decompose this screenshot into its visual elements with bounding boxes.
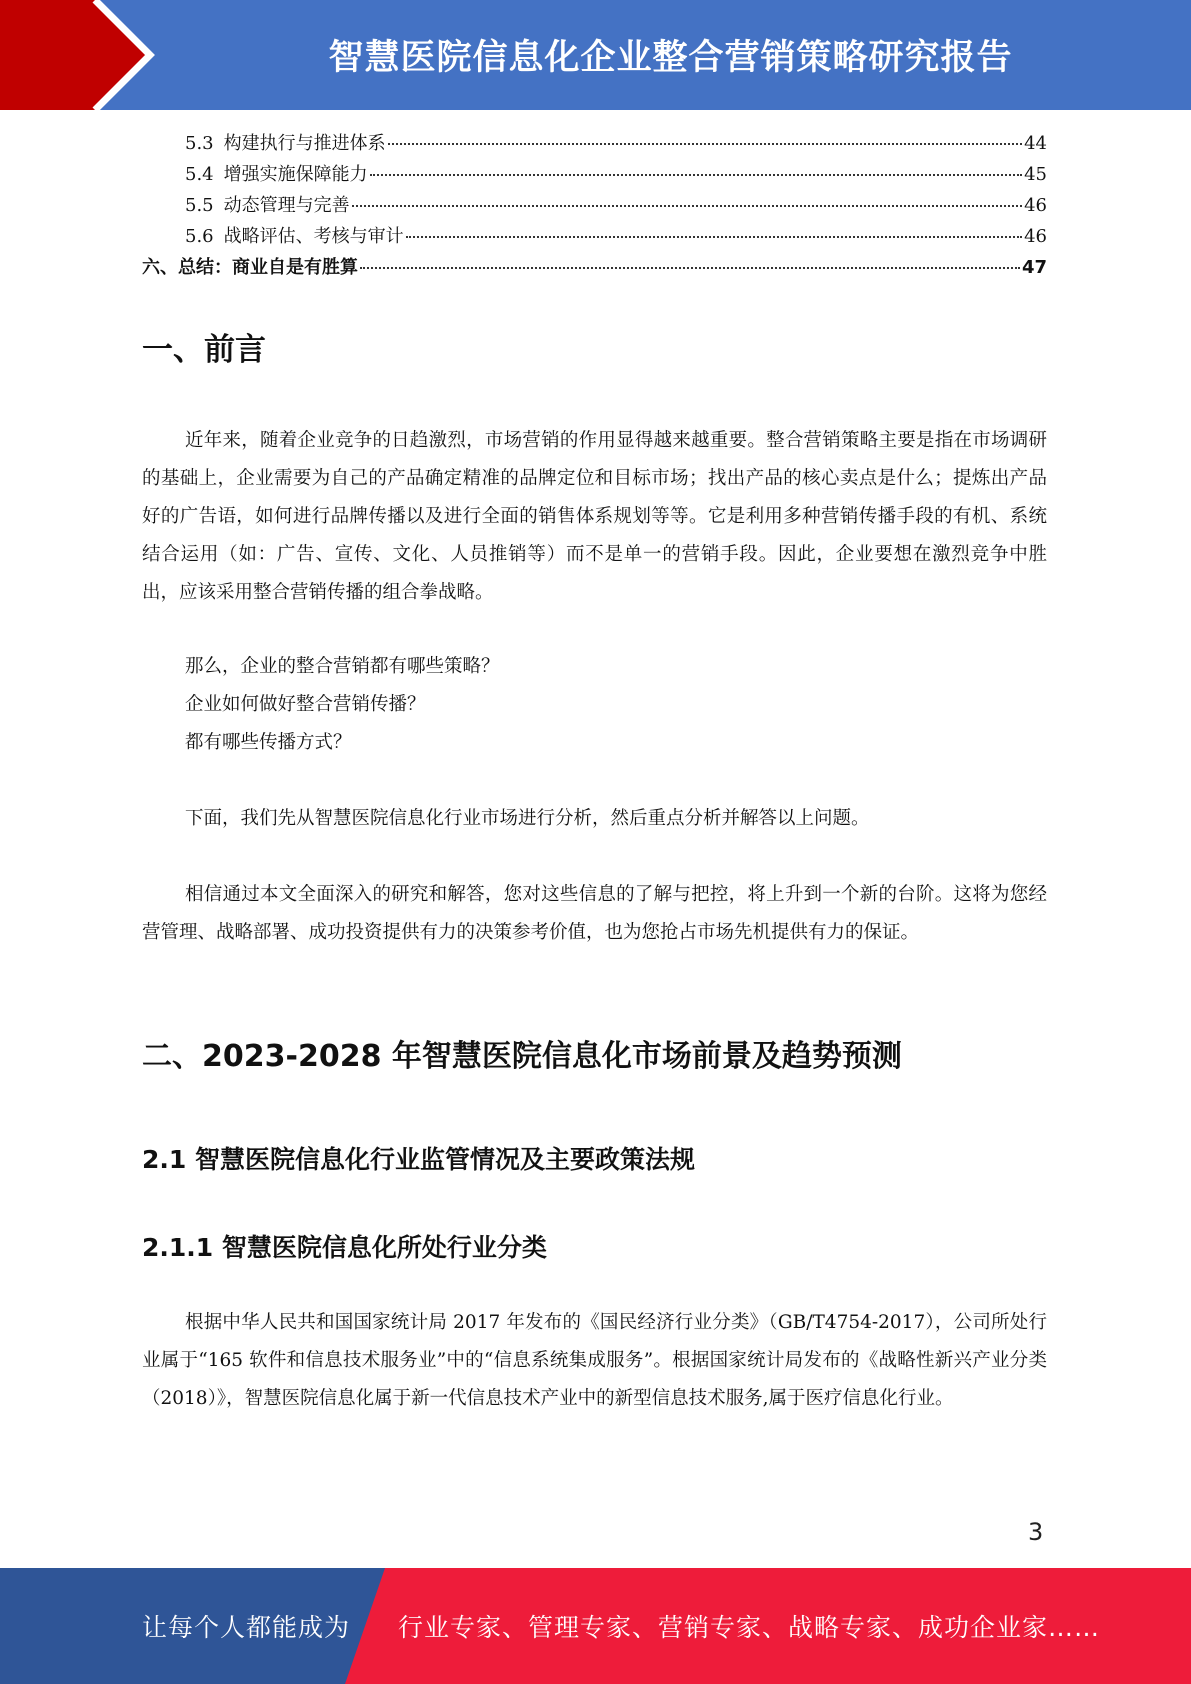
toc-entry-chapter[interactable] xyxy=(142,252,1047,283)
toc-entry-title: 构建执行与推进体系 xyxy=(223,133,386,154)
toc-entry[interactable] xyxy=(142,190,1047,221)
report-title: 智慧医院信息化企业整合营销策略研究报告 xyxy=(328,38,1013,78)
toc-leader-dots xyxy=(352,205,1022,207)
table-of-contents xyxy=(142,128,1047,283)
footer-slogan-left: 让每个人都能成为 xyxy=(142,1613,351,1642)
toc-entry-title: 六、总结：商业自是有胜算 xyxy=(142,257,358,278)
toc-leader-dots xyxy=(370,174,1022,176)
section-heading-preface: 一、前言 xyxy=(142,332,266,368)
subsubsection-heading: 2.1.1 智慧医院信息化所处行业分类 xyxy=(142,1233,547,1262)
toc-entry-page: 46 xyxy=(1024,195,1047,216)
toc-entry-title: 动态管理与完善 xyxy=(223,195,350,216)
toc-entry[interactable] xyxy=(142,128,1047,159)
question-line: 那么，企业的整合营销都有哪些策略？ xyxy=(185,656,500,677)
toc-leader-dots xyxy=(406,236,1022,238)
subsection-heading: 2.1 智慧医院信息化行业监管情况及主要政策法规 xyxy=(142,1145,695,1174)
page-number: 3 xyxy=(1028,1518,1044,1546)
paragraph: 近年来，随着企业竞争的日趋激烈，市场营销的作用显得越来越重要。整合营销策略主要是指在市场调研的基础上，企业需要为自己的产品确定精准的品牌定位和目标市场；找出产品的核心卖点是什么；提炼出产品好的广告语，如何进行品牌传播以及进行全面的销售体系规划等等。它是利用多种营销传播手段的有机、系统结合运用（如：广告、宣传、文化、人员推销等）而不是单一的营销手段。因此，企业要想在激烈竞争中胜出，应该采用整合营销传播的组合拳战略。 xyxy=(142,430,1047,603)
toc-entry-title: 战略评估、考核与审计 xyxy=(223,226,404,247)
toc-entry[interactable] xyxy=(142,159,1047,190)
question-line: 都有哪些传播方式？ xyxy=(185,732,352,753)
footer-slogan-right: 行业专家、管理专家、营销专家、战略专家、成功企业家…… xyxy=(398,1613,1101,1642)
paragraph: 下面，我们先从智慧医院信息化行业市场进行分析，然后重点分析并解答以上问题。 xyxy=(185,808,870,829)
toc-entry-title: 增强实施保障能力 xyxy=(223,164,368,185)
page-footer xyxy=(0,1568,1191,1684)
toc-leader-dots xyxy=(360,267,1020,269)
page-header xyxy=(0,0,1191,110)
paragraph: 根据中华人民共和国国家统计局 2017 年发布的《国民经济行业分类》（GB/T4754-2017），公司所处行业属于“165 软件和信息技术服务业”中的“信息系统集成服务”。根据国家统计局发布的《战略性新兴产业分类（2018）》，智慧医院信息化属于新一代信息技术产业中的新型信息技术服务,属于医疗信息化行业。 xyxy=(142,1312,1047,1409)
toc-entry-page: 44 xyxy=(1024,133,1047,154)
toc-entry[interactable] xyxy=(142,221,1047,252)
toc-entry-number: 5.6 xyxy=(185,226,214,247)
toc-entry-number: 5.5 xyxy=(185,195,214,216)
toc-entry-number: 5.3 xyxy=(185,133,214,154)
toc-leader-dots xyxy=(388,143,1022,145)
section-heading-market-outlook: 二、2023-2028 年智慧医院信息化市场前景及趋势预测 xyxy=(142,1039,902,1074)
question-line: 企业如何做好整合营销传播？ xyxy=(185,694,426,715)
paragraph: 相信通过本文全面深入的研究和解答，您对这些信息的了解与把控，将上升到一个新的台阶。这将为您经营管理、战略部署、成功投资提供有力的决策参考价值，也为您抢占市场先机提供有力的保证。 xyxy=(142,884,1047,943)
toc-entry-page: 46 xyxy=(1024,226,1047,247)
toc-entry-page: 47 xyxy=(1021,257,1047,278)
page-content xyxy=(142,128,1047,1409)
toc-entry-number: 5.4 xyxy=(185,164,214,185)
toc-entry-page: 45 xyxy=(1024,164,1047,185)
